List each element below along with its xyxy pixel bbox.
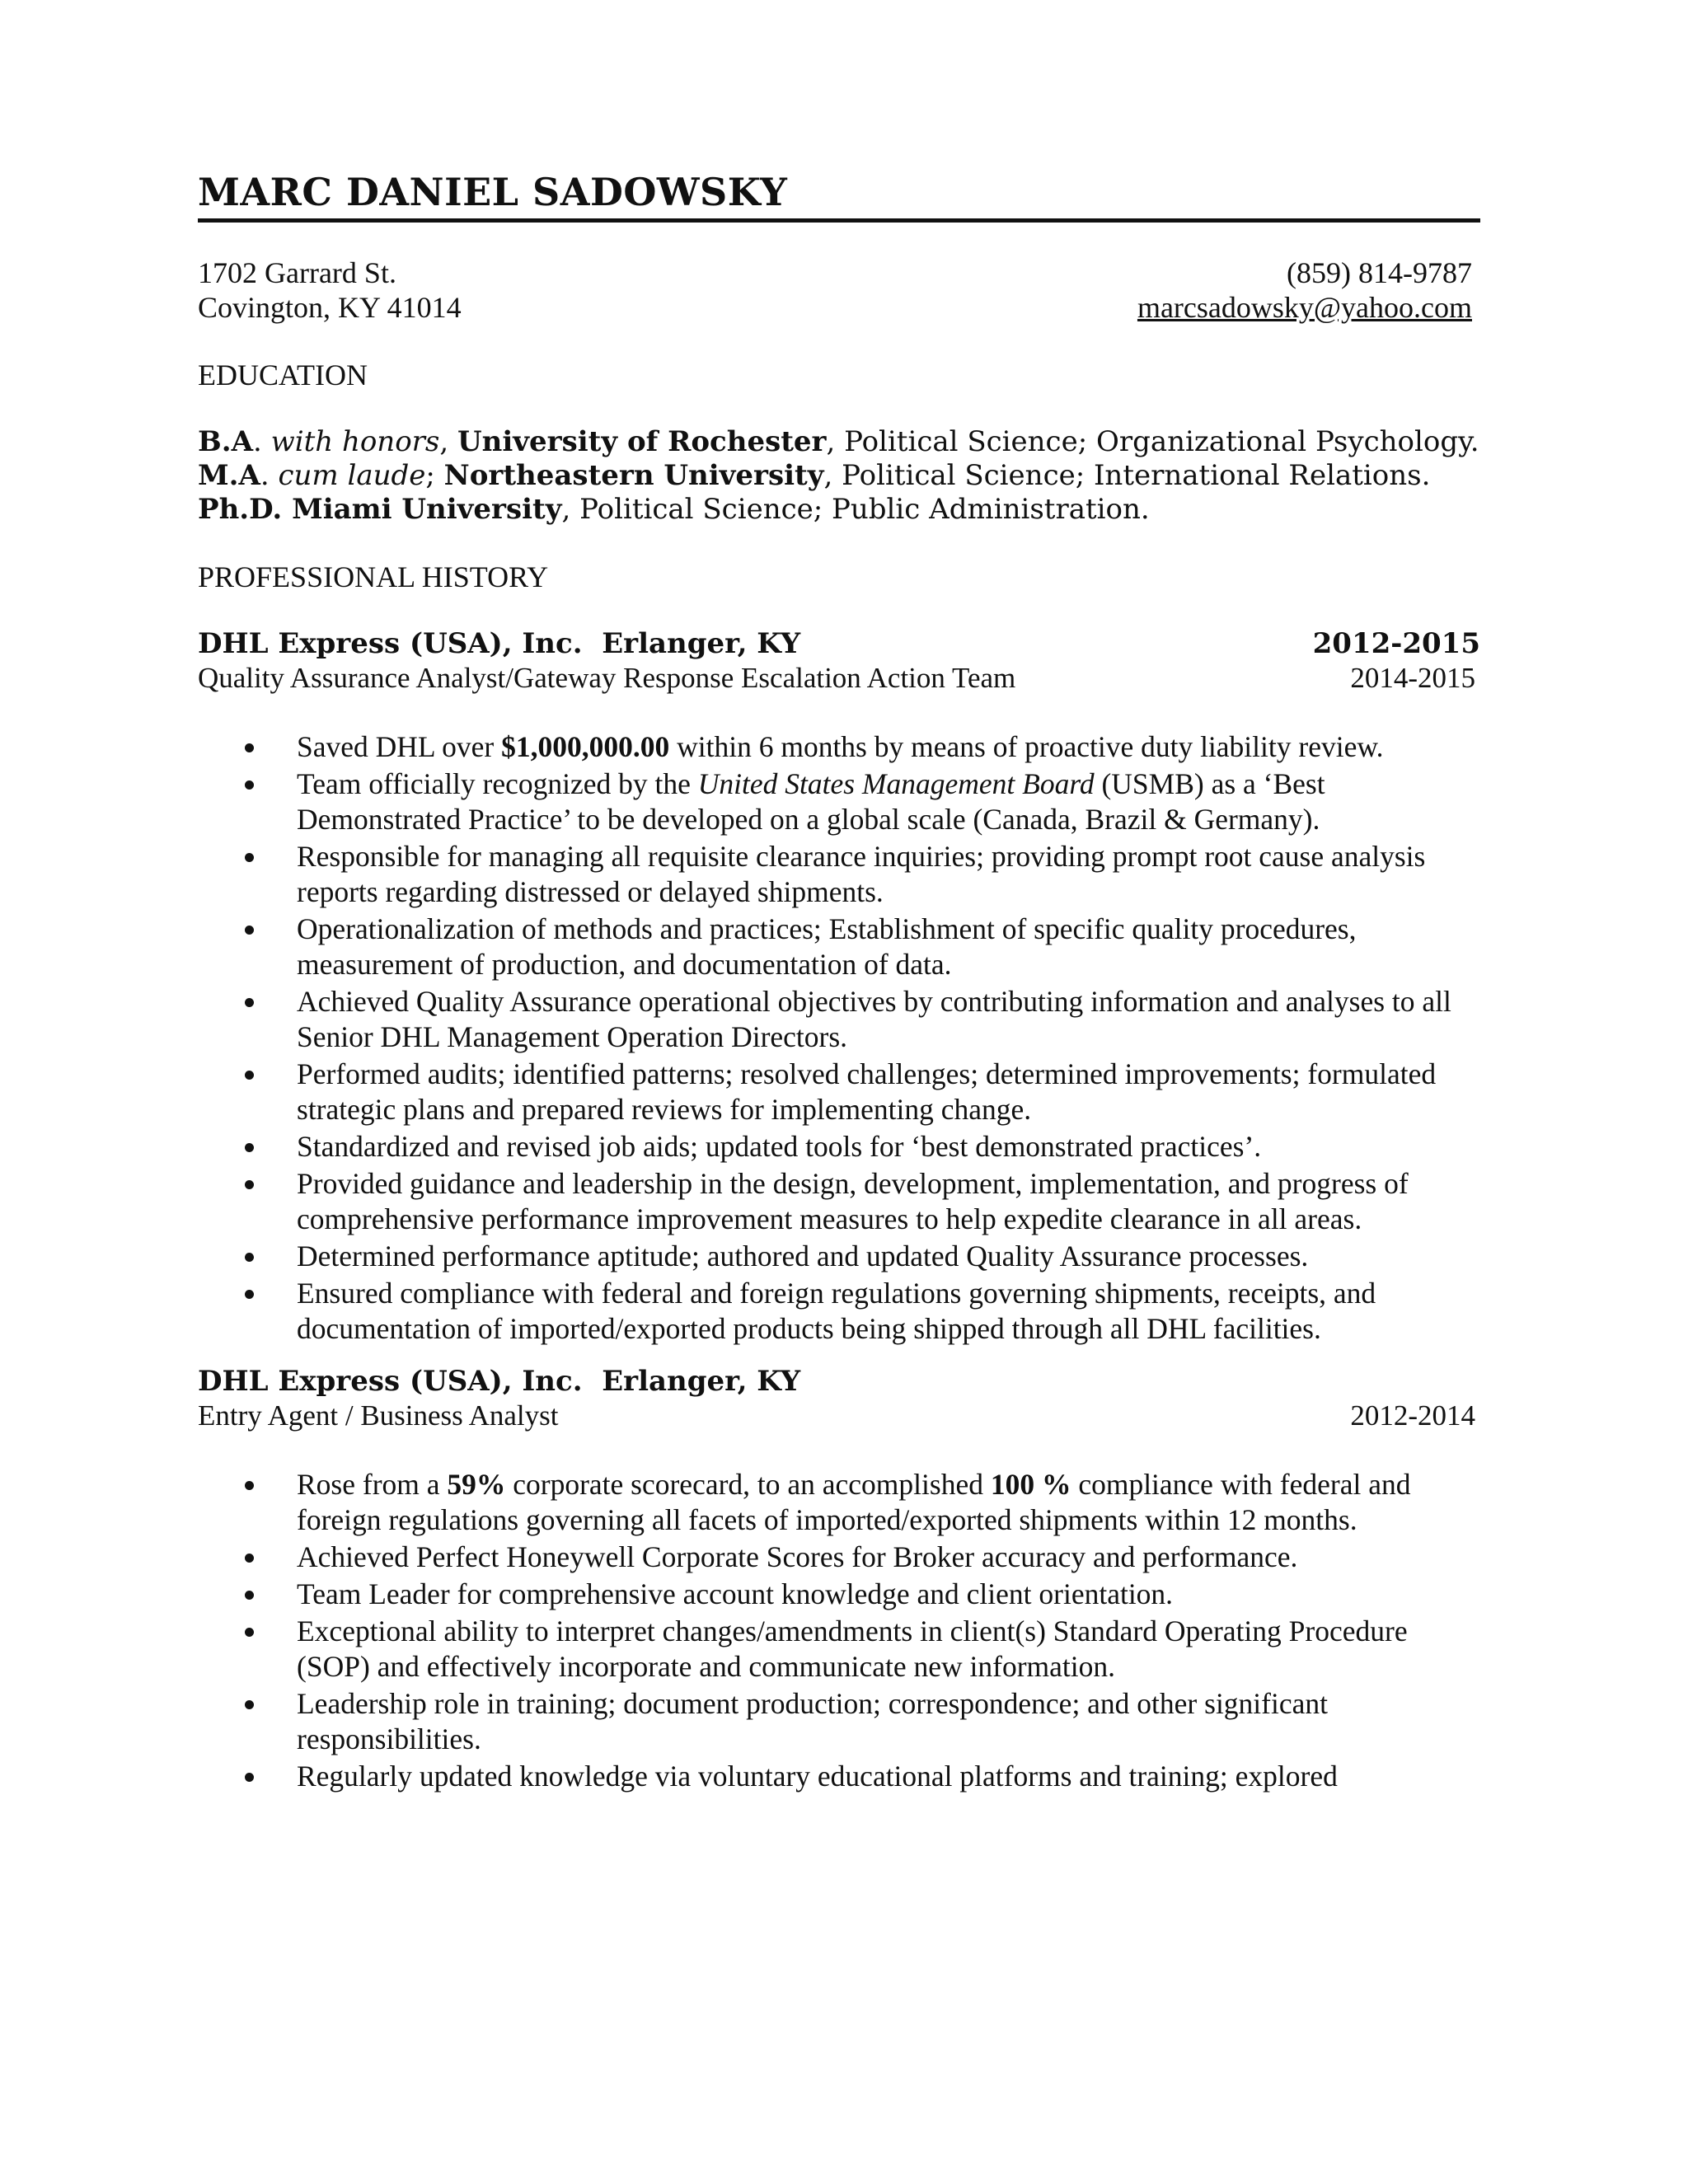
bullet-text: Leadership role in training; document production; correspondence; and other significant responsibilities. [297,1687,1328,1755]
bullet-dot-icon [245,998,254,1007]
bullet-text: Provided guidance and leadership in the design, development, implementation, and progress of comprehensive performance improvement measures to help expedite clearance in all areas. [297,1167,1409,1235]
bullet-dot-icon [245,1143,254,1152]
bullet-text: within 6 months by means of proactive duty liability review. [669,730,1384,763]
degree: B.A [198,425,253,458]
bullet-text: Performed audits; identified patterns; resolved challenges; determined improvements; formulated strategic plans and prepared reviews for implementing change. [297,1057,1437,1126]
education-entry [198,493,1480,527]
bullet-dot-icon [245,743,254,752]
bullet-dot-icon [245,780,254,790]
bullet-text: Achieved Perfect Honeywell Corporate Scores for Broker accuracy and performance. [297,1540,1298,1573]
education-heading: EDUCATION [198,359,368,391]
honor: cum laude [278,459,426,492]
field-of-study: , Political Science; Public Administration. [561,493,1150,526]
job-company-line [198,627,1480,661]
bullet-text: Exceptional ability to interpret changes/amendments in client(s) Standard Operating Procedure (SOP) and effectively incorporate and communicate new information. [297,1615,1408,1683]
job-entry-2 [198,1365,1480,1794]
bullet-dot-icon [245,853,254,862]
school: University of Rochester [457,425,827,458]
job-role: Quality Assurance Analyst/Gateway Response Escalation Action Team [198,662,1016,694]
education-entry [198,425,1480,459]
resume-page [198,169,1480,1796]
job-role-line [198,661,1480,695]
job-role-line [198,1399,1480,1432]
bullet-item [198,1129,1480,1165]
bullet-text: Ensured compliance with federal and foreign regulations governing shipments, receipts, and documentation of imported/exported products being shipped through all DHL facilities. [297,1277,1376,1345]
job-bullet-list [198,729,1480,1347]
bullet-text: Saved DHL over [297,730,502,763]
address-line-2: Covington, KY 41014 [198,291,462,324]
bullet-item [198,1239,1480,1274]
phone-number: (859) 814-9787 [1287,256,1472,289]
separator: , [439,425,457,458]
bullet-item [198,984,1480,1055]
bullet-item [198,1057,1480,1127]
job-role: Entry Agent / Business Analyst [198,1399,559,1432]
bullet-dot-icon [245,1773,254,1782]
bullet-italic-text: United States Management Board [697,767,1095,800]
bullet-bold-text: 100 % [990,1468,1071,1501]
address-line-1: 1702 Garrard St. [198,256,396,289]
job-bullet-list [198,1467,1480,1794]
separator: . [260,459,279,492]
degree-school: Ph.D. Miami University [198,493,562,526]
bullet-dot-icon [245,926,254,935]
job-company-years: 2012-2015 [1312,627,1480,660]
job-entry-1 [198,627,1480,1347]
bullet-text: corporate scorecard, to an accomplished [505,1468,991,1501]
honor: with honors [270,425,440,458]
education-list [198,425,1480,527]
contact-block [198,255,1480,325]
bullet-item [198,1276,1480,1347]
bullet-dot-icon [245,1290,254,1299]
education-entry [198,459,1480,493]
bullet-item [198,912,1480,982]
bullet-text: Determined performance aptitude; authored and updated Quality Assurance processes. [297,1240,1309,1272]
separator: . [252,425,271,458]
bullet-text: Operationalization of methods and practices; Establishment of specific quality procedures, measurement of production, and documentation of data. [297,912,1357,981]
phone-email-block [1137,255,1472,325]
resume-name: MARC DANIEL SADOWSKY [198,170,788,214]
bullet-text: Team Leader for comprehensive account knowledge and client orientation. [297,1577,1174,1610]
bullet-bold-text: 59% [447,1468,506,1501]
bullet-item [198,1577,1480,1612]
bullet-item [198,1540,1480,1575]
bullet-item [198,1467,1480,1538]
bullet-dot-icon [245,1554,254,1563]
bullet-bold-text: $1,000,000.00 [501,730,670,763]
degree: M.A [198,459,260,492]
job-company: DHL Express (USA), Inc. Erlanger, KY [198,1365,801,1398]
bullet-dot-icon [245,1253,254,1262]
bullet-item [198,1686,1480,1757]
bullet-text: compliance with federal and foreign regulations governing all facets of imported/exported shipments within 12 months. [297,1468,1411,1536]
bullet-item [198,766,1480,837]
bullet-text: Standardized and revised job aids; updated tools for ‘best demonstrated practices’. [297,1130,1262,1163]
field-of-study: , Political Science; International Relations. [823,459,1431,492]
bullet-dot-icon [245,1591,254,1600]
bullet-text: Regularly updated knowledge via voluntary educational platforms and training; explored [297,1760,1338,1793]
job-role-years: 2012-2014 [1350,1399,1475,1432]
school: Northeastern University [443,459,824,492]
bullet-text: Responsible for managing all requisite clearance inquiries; providing prompt root cause analysis reports regarding distressed or delayed shipments. [297,840,1426,908]
bullet-text: Rose from a [297,1468,448,1501]
bullet-text: Achieved Quality Assurance operational objectives by contributing information and analyses to all Senior DHL Management Operation Directors. [297,985,1451,1053]
address-block [198,255,462,325]
bullet-dot-icon [245,1628,254,1637]
bullet-dot-icon [245,1180,254,1189]
professional-history-heading: PROFESSIONAL HISTORY [198,560,549,593]
bullet-item [198,1614,1480,1685]
separator: ; [425,459,444,492]
email-link[interactable]: marcsadowsky@yahoo.com [1137,291,1472,324]
job-company-line [198,1365,1480,1399]
bullet-item [198,1166,1480,1237]
bullet-text: (USMB) as a ‘Best Demonstrated Practice’ to be developed on a global scale (Canada, Brazil & Germany). [297,767,1325,836]
job-role-years: 2014-2015 [1350,662,1475,694]
bullet-dot-icon [245,1481,254,1490]
bullet-text: Team officially recognized by the [297,767,698,800]
bullet-item [198,1759,1480,1794]
bullet-item [198,839,1480,910]
bullet-item [198,729,1480,765]
name-underline-rule [198,218,1480,223]
field-of-study: , Political Science; Organizational Psychology. [826,425,1479,458]
job-company: DHL Express (USA), Inc. Erlanger, KY [198,627,801,660]
bullet-dot-icon [245,1071,254,1080]
bullet-dot-icon [245,1700,254,1709]
